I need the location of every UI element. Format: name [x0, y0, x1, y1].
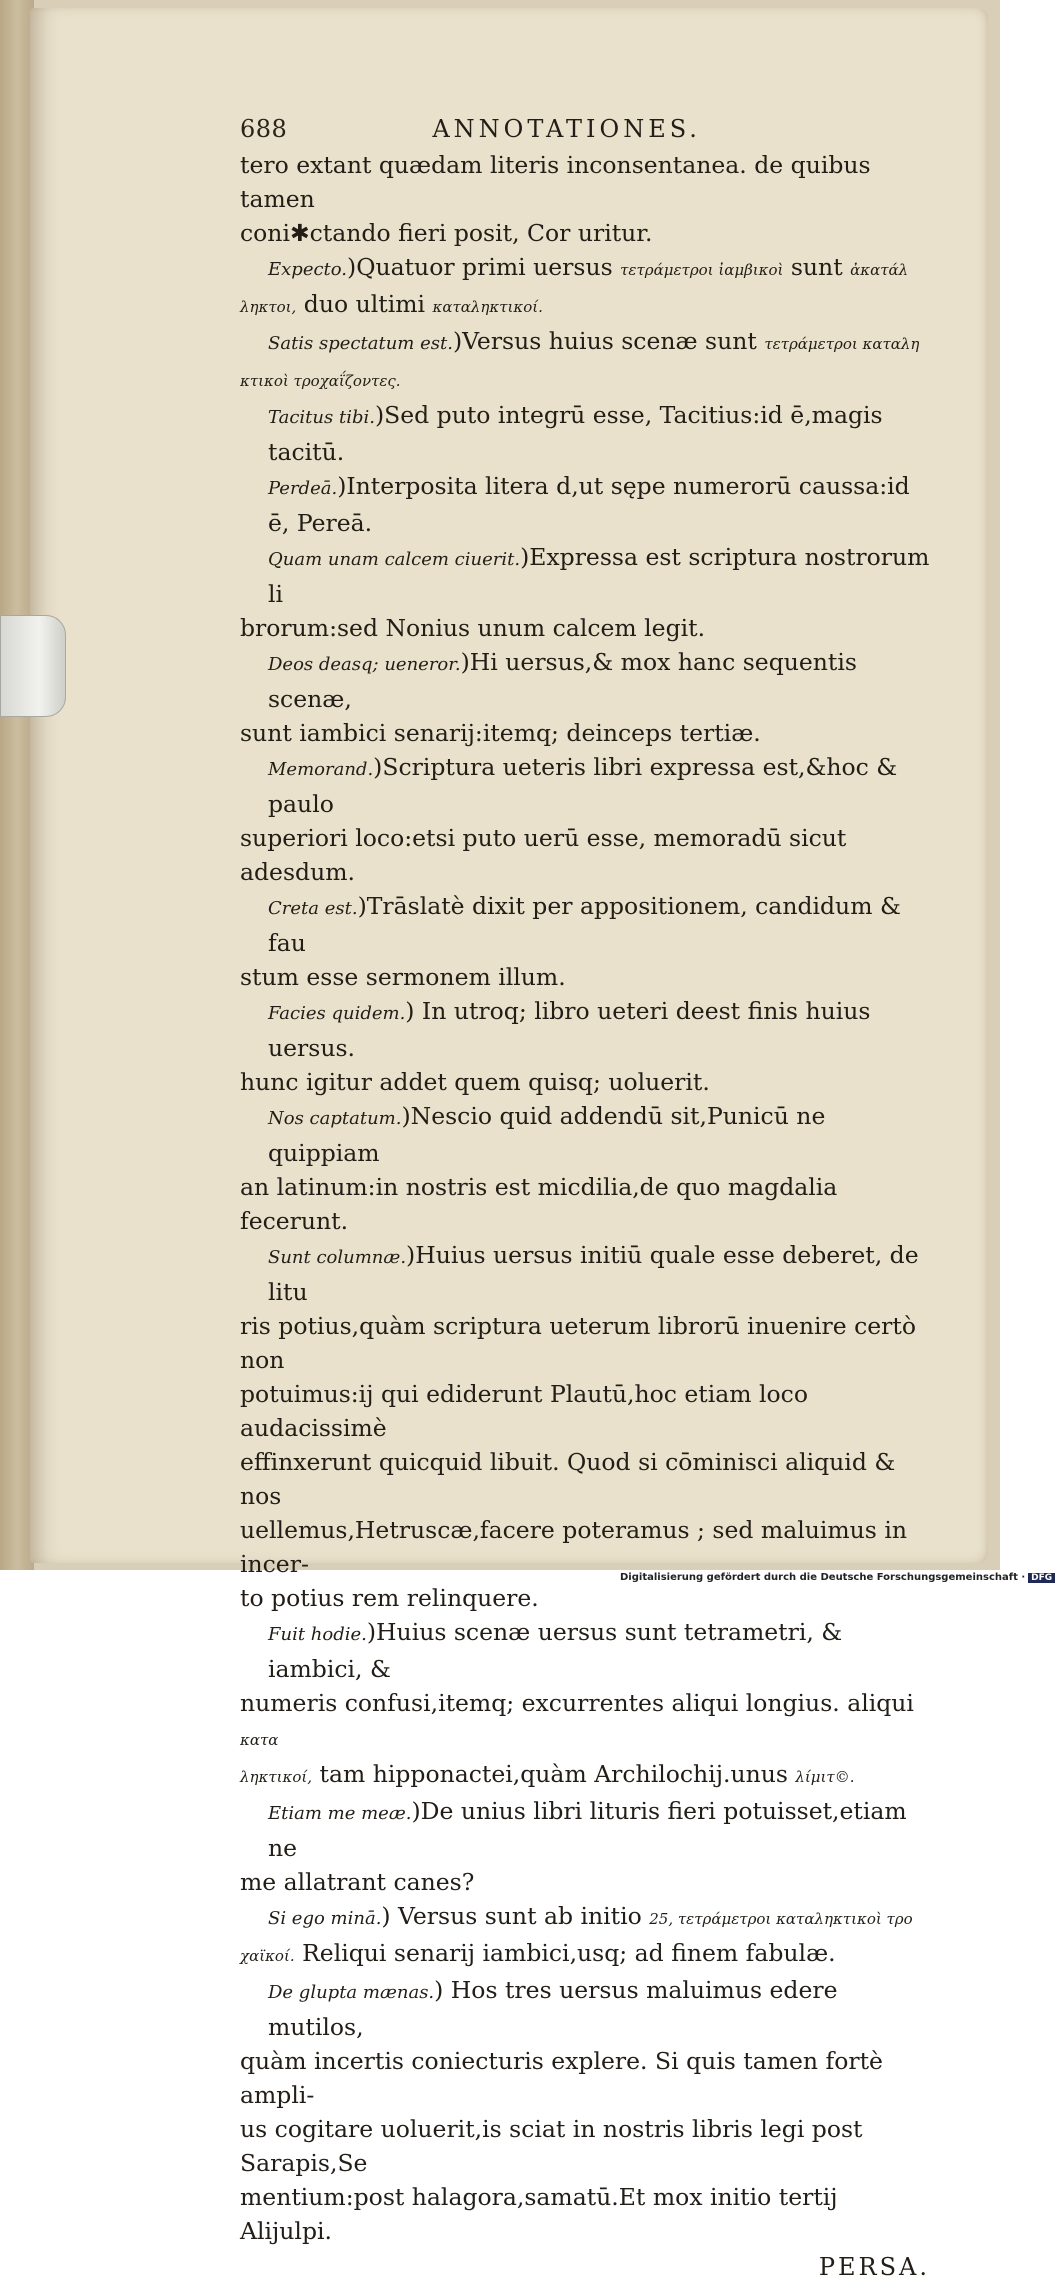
lemma: Etiam me meæ. [268, 1803, 412, 1824]
latin-text: Reliqui senarij iambici,usq; ad finem fabulæ. [302, 1939, 836, 1967]
lemma: Sunt columnæ. [268, 1247, 407, 1268]
latin-text: superiori loco:etsi puto uerū esse, memoradū sicut adesdum. [240, 824, 847, 886]
latin-text: quàm incertis coniecturis explere. Si quis tamen fortè ampli- [240, 2047, 883, 2109]
text-line [240, 540, 930, 611]
text-line [240, 1686, 930, 1757]
lemma: Nos captatum. [268, 1108, 402, 1129]
page-header [240, 112, 930, 146]
annotation-body [240, 148, 930, 2248]
text-line [240, 250, 930, 287]
running-title: ANNOTATIONES. [432, 115, 701, 143]
lemma: De glupta mænas. [268, 1982, 435, 2003]
latin-text: us cogitare uoluerit,is sciat in nostris libris legi post Sarapis,Se [240, 2115, 863, 2177]
lemma: Fuit hodie. [268, 1624, 367, 1645]
lemma: Expecto. [268, 259, 348, 280]
text-line [240, 361, 930, 398]
text-line [240, 324, 930, 361]
text-line [240, 1445, 930, 1513]
latin-text: tam hipponactei,quàm Archilochij.unus [319, 1760, 788, 1788]
text-line [240, 821, 930, 889]
text-line [240, 750, 930, 821]
text-line [240, 1309, 930, 1377]
latin-text: sunt [790, 253, 843, 281]
annotation-paragraph [240, 1899, 930, 1973]
text-line [240, 1899, 930, 1936]
lemma: Satis spectatum est. [268, 333, 453, 354]
latin-text: )Interposita litera d,ut sępe numerorū caussa:id ē, Pereā. [268, 472, 910, 537]
latin-text: )Sed puto integrū esse, Tacitius:id ē,magis tacitū. [268, 401, 883, 466]
greek-text: κτικοὶ τροχαΐζοντες. [240, 372, 401, 390]
latin-text: hunc igitur addet quem quisq; uoluerit. [240, 1068, 710, 1096]
greek-text: λίμιτ©. [795, 1768, 855, 1786]
dfg-logo: DFG [1028, 1573, 1055, 1583]
annotation-paragraph [240, 324, 930, 398]
credit-text: Digitalisierung gefördert durch die Deutsche Forschungsgemeinschaft · [620, 1572, 1026, 1583]
annotation-paragraph [240, 398, 930, 469]
text-line [240, 960, 930, 994]
greek-text: 25, τετράμετροι καταληκτικοὶ τρο [649, 1910, 913, 1928]
text-line [240, 1794, 930, 1865]
latin-text: stum esse sermonem illum. [240, 963, 566, 991]
latin-text: )Quatuor primi uersus [347, 253, 613, 281]
text-line [240, 889, 930, 960]
text-line [240, 1065, 930, 1099]
text-line [240, 716, 930, 750]
latin-text: tero extant quædam literis inconsentanea. de quibus tamen [240, 151, 871, 213]
annotation-paragraph [240, 889, 930, 994]
greek-text: κατα [240, 1731, 279, 1749]
text-line [240, 1099, 930, 1170]
text-line [240, 148, 930, 216]
page-clip [0, 615, 66, 717]
lemma: Facies quidem. [268, 1003, 406, 1024]
annotation-paragraph [240, 1973, 930, 2248]
text-line [240, 645, 930, 716]
annotation-paragraph [240, 1238, 930, 1615]
text-line [240, 1615, 930, 1686]
annotation-paragraph [240, 1615, 930, 1794]
page-text [240, 112, 930, 2284]
greek-text: τετράμετροι ἰαμβικοὶ [620, 261, 784, 279]
digitization-credit [620, 1572, 1053, 1587]
text-line [240, 398, 930, 469]
greek-text: ληκτοι, [240, 298, 297, 316]
folio-number: 688 [240, 115, 288, 143]
latin-text: to potius rem relinquere. [240, 1584, 539, 1612]
text-line [240, 216, 930, 250]
lemma: Perdeā. [268, 478, 338, 499]
text-line [240, 469, 930, 540]
latin-text: )Expressa est scriptura nostrorum li [268, 543, 930, 608]
lemma: Creta est. [268, 898, 358, 919]
annotation-paragraph [240, 540, 930, 645]
greek-text: καταληκτικοί. [432, 298, 543, 316]
text-line [240, 2180, 930, 2248]
text-line [240, 1865, 930, 1899]
text-line [240, 2112, 930, 2180]
latin-text: mentium:post halagora,samatū.Et mox initio tertij Alijulpi. [240, 2183, 838, 2245]
latin-text: ) In utroq; libro ueteri deest finis huius uersus. [268, 997, 871, 1062]
latin-text: )Huius scenæ uersus sunt tetrametri, & iambici, & [268, 1618, 843, 1683]
lemma: Memorand. [268, 759, 374, 780]
latin-text: ) Hos tres uersus maluimus edere mutilos, [268, 1976, 838, 2041]
text-line [240, 1973, 930, 2044]
latin-text: me allatrant canes? [240, 1868, 475, 1896]
book-spine [0, 0, 34, 1570]
latin-text: )Nescio quid addendū sit,Punicū ne quippiam [268, 1102, 826, 1167]
annotation-paragraph [240, 994, 930, 1099]
annotation-paragraph [240, 750, 930, 889]
annotation-paragraph [240, 645, 930, 750]
annotation-paragraph [240, 469, 930, 540]
latin-text: )De unius libri lituris fieri potuisset,etiam ne [268, 1797, 907, 1862]
lemma: Quam unam calcem ciuerit. [268, 549, 521, 570]
text-line [240, 1513, 930, 1581]
latin-text: effinxerunt quicquid libuit. Quod si cōminisci aliquid & nos [240, 1448, 896, 1510]
annotation-paragraph [240, 148, 930, 250]
latin-text: numeris confusi,itemq; excurrentes aliqui longius. aliqui [240, 1689, 914, 1717]
latin-text: )Trāslatè dixit per appositionem, candidum & fau [268, 892, 901, 957]
latin-text: ) Versus sunt ab initio [381, 1902, 642, 1930]
latin-text: an latinum:in nostris est micdilia,de quo magdalia fecerunt. [240, 1173, 838, 1235]
text-line [240, 611, 930, 645]
latin-text: ris potius,quàm scriptura ueterum librorū inuenire certò non [240, 1312, 917, 1374]
latin-text: )Huius uersus initiū quale esse deberet, de litu [268, 1241, 919, 1306]
greek-text: ληκτικοί, [240, 1768, 313, 1786]
text-line [240, 994, 930, 1065]
latin-text: coni✱ctando fieri posit, Cor uritur. [240, 219, 653, 247]
latin-text: )Hi uersus,& mox hanc sequentis scenæ, [268, 648, 857, 713]
latin-text: uellemus,Hetruscæ,facere poteramus ; sed maluimus in incer- [240, 1516, 907, 1578]
text-line [240, 1377, 930, 1445]
greek-text: τετράμετροι καταλη [764, 335, 920, 353]
lemma: Si ego minā. [268, 1908, 382, 1929]
text-line [240, 2044, 930, 2112]
latin-text: brorum:sed Nonius unum calcem legit. [240, 614, 706, 642]
catchword: PERSA. [818, 2253, 930, 2281]
lemma: Deos deasq; ueneror. [268, 654, 461, 675]
latin-text: )Scriptura ueteris libri expressa est,&hoc & paulo [268, 753, 898, 818]
text-line [240, 287, 930, 324]
greek-text: ἀκατάλ [850, 261, 909, 279]
lemma: Tacitus tibi. [268, 407, 375, 428]
text-line [240, 1936, 930, 1973]
latin-text: )Versus huius scenæ sunt [452, 327, 757, 355]
latin-text: duo ultimi [303, 290, 426, 318]
annotation-paragraph [240, 1099, 930, 1238]
text-line [240, 1238, 930, 1309]
latin-text: potuimus:ij qui ediderunt Plautū,hoc etiam loco audacissimè [240, 1380, 808, 1442]
text-line [240, 1170, 930, 1238]
annotation-paragraph [240, 1794, 930, 1899]
annotation-paragraph [240, 250, 930, 324]
text-line [240, 1757, 930, 1794]
latin-text: sunt iambici senarij:itemq; deinceps tertiæ. [240, 719, 761, 747]
greek-text: χαϊκοί. [240, 1947, 295, 1965]
